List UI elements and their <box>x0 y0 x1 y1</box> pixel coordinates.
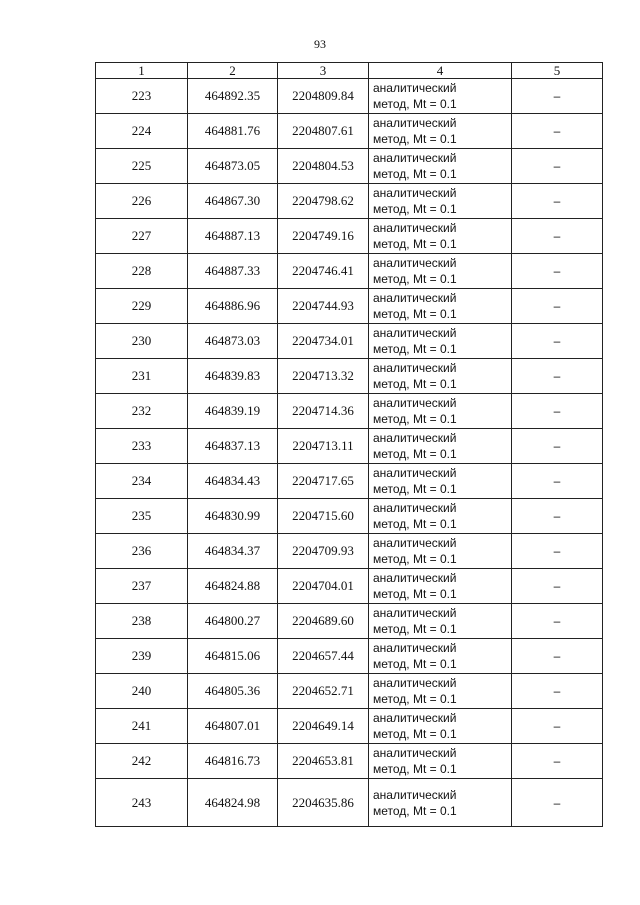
method-cell <box>369 254 512 289</box>
y-coordinate-cell: 2204709.93 <box>278 534 369 569</box>
method-line-1: аналитический <box>373 361 457 375</box>
header-col-1: 1 <box>96 63 188 79</box>
header-row <box>96 63 603 79</box>
point-number-cell: 225 <box>96 149 188 184</box>
table-row <box>96 184 603 219</box>
method-line-2: метод, Mt = 0.1 <box>373 727 457 741</box>
table-row <box>96 114 603 149</box>
table-row <box>96 359 603 394</box>
method-cell <box>369 324 512 359</box>
table-row <box>96 604 603 639</box>
method-line-1: аналитический <box>373 536 457 550</box>
method-cell <box>369 499 512 534</box>
method-line-2: метод, Mt = 0.1 <box>373 517 457 531</box>
table-header <box>96 63 603 79</box>
method-line-1: аналитический <box>373 501 457 515</box>
x-coordinate-cell: 464873.03 <box>188 324 278 359</box>
point-number-cell: 232 <box>96 394 188 429</box>
header-col-2: 2 <box>188 63 278 79</box>
method-line-2: метод, Mt = 0.1 <box>373 803 457 818</box>
table-row <box>96 639 603 674</box>
point-number-cell: 230 <box>96 324 188 359</box>
method-line-1: аналитический <box>373 151 457 165</box>
method-line-2: метод, Mt = 0.1 <box>373 377 457 391</box>
x-coordinate-cell: 464816.73 <box>188 744 278 779</box>
method-line-1: аналитический <box>373 81 457 95</box>
method-cell <box>369 359 512 394</box>
x-coordinate-cell: 464824.88 <box>188 569 278 604</box>
method-cell <box>369 604 512 639</box>
y-coordinate-cell: 2204657.44 <box>278 639 369 674</box>
method-cell <box>369 569 512 604</box>
y-coordinate-cell: 2204652.71 <box>278 674 369 709</box>
coordinates-table <box>95 62 603 827</box>
method-line-2: метод, Mt = 0.1 <box>373 447 457 461</box>
y-coordinate-cell: 2204649.14 <box>278 709 369 744</box>
y-coordinate-cell: 2204809.84 <box>278 79 369 114</box>
x-coordinate-cell: 464881.76 <box>188 114 278 149</box>
method-cell <box>369 709 512 744</box>
table-row <box>96 149 603 184</box>
method-line-1: аналитический <box>373 116 457 130</box>
note-cell: – <box>512 639 603 674</box>
x-coordinate-cell: 464800.27 <box>188 604 278 639</box>
table-row <box>96 744 603 779</box>
table-row <box>96 499 603 534</box>
method-cell <box>369 114 512 149</box>
method-cell <box>369 779 512 827</box>
note-cell: – <box>512 499 603 534</box>
note-cell: – <box>512 184 603 219</box>
method-line-2: метод, Mt = 0.1 <box>373 657 457 671</box>
point-number-cell: 229 <box>96 289 188 324</box>
note-cell: – <box>512 359 603 394</box>
point-number-cell: 231 <box>96 359 188 394</box>
method-line-1: аналитический <box>373 466 457 480</box>
y-coordinate-cell: 2204746.41 <box>278 254 369 289</box>
method-line-2: метод, Mt = 0.1 <box>373 692 457 706</box>
y-coordinate-cell: 2204804.53 <box>278 149 369 184</box>
method-cell <box>369 149 512 184</box>
note-cell: – <box>512 219 603 254</box>
table-row <box>96 394 603 429</box>
point-number-cell: 228 <box>96 254 188 289</box>
y-coordinate-cell: 2204704.01 <box>278 569 369 604</box>
y-coordinate-cell: 2204713.32 <box>278 359 369 394</box>
method-line-1: аналитический <box>373 186 457 200</box>
table-row <box>96 429 603 464</box>
method-line-1: аналитический <box>373 641 457 655</box>
table-row <box>96 674 603 709</box>
method-cell <box>369 184 512 219</box>
method-line-2: метод, Mt = 0.1 <box>373 412 457 426</box>
method-line-1: аналитический <box>373 606 457 620</box>
y-coordinate-cell: 2204714.36 <box>278 394 369 429</box>
point-number-cell: 235 <box>96 499 188 534</box>
y-coordinate-cell: 2204744.93 <box>278 289 369 324</box>
note-cell: – <box>512 149 603 184</box>
method-cell <box>369 464 512 499</box>
y-coordinate-cell: 2204689.60 <box>278 604 369 639</box>
page-number: 93 <box>314 37 326 51</box>
method-line-2: метод, Mt = 0.1 <box>373 97 457 111</box>
method-line-1: аналитический <box>373 787 457 802</box>
note-cell: – <box>512 569 603 604</box>
y-coordinate-cell: 2204749.16 <box>278 219 369 254</box>
method-line-2: метод, Mt = 0.1 <box>373 587 457 601</box>
table-row <box>96 534 603 569</box>
method-cell <box>369 429 512 464</box>
table-row <box>96 779 603 827</box>
x-coordinate-cell: 464807.01 <box>188 709 278 744</box>
note-cell: – <box>512 429 603 464</box>
method-line-1: аналитический <box>373 676 457 690</box>
y-coordinate-cell: 2204635.86 <box>278 779 369 827</box>
method-line-2: метод, Mt = 0.1 <box>373 202 457 216</box>
method-line-1: аналитический <box>373 221 457 235</box>
x-coordinate-cell: 464824.98 <box>188 779 278 827</box>
table-body <box>96 79 603 827</box>
x-coordinate-cell: 464839.19 <box>188 394 278 429</box>
x-coordinate-cell: 464837.13 <box>188 429 278 464</box>
method-line-2: метод, Mt = 0.1 <box>373 272 457 286</box>
method-cell <box>369 219 512 254</box>
point-number-cell: 242 <box>96 744 188 779</box>
note-cell: – <box>512 744 603 779</box>
x-coordinate-cell: 464815.06 <box>188 639 278 674</box>
y-coordinate-cell: 2204734.01 <box>278 324 369 359</box>
point-number-cell: 227 <box>96 219 188 254</box>
point-number-cell: 238 <box>96 604 188 639</box>
point-number-cell: 237 <box>96 569 188 604</box>
method-line-1: аналитический <box>373 431 457 445</box>
x-coordinate-cell: 464834.43 <box>188 464 278 499</box>
table-row <box>96 289 603 324</box>
y-coordinate-cell: 2204798.62 <box>278 184 369 219</box>
method-line-2: метод, Mt = 0.1 <box>373 132 457 146</box>
point-number-cell: 243 <box>96 779 188 827</box>
method-line-1: аналитический <box>373 571 457 585</box>
x-coordinate-cell: 464830.99 <box>188 499 278 534</box>
method-line-2: метод, Mt = 0.1 <box>373 762 457 776</box>
point-number-cell: 224 <box>96 114 188 149</box>
y-coordinate-cell: 2204715.60 <box>278 499 369 534</box>
method-line-2: метод, Mt = 0.1 <box>373 482 457 496</box>
x-coordinate-cell: 464867.30 <box>188 184 278 219</box>
x-coordinate-cell: 464892.35 <box>188 79 278 114</box>
point-number-cell: 223 <box>96 79 188 114</box>
method-cell <box>369 534 512 569</box>
y-coordinate-cell: 2204653.81 <box>278 744 369 779</box>
point-number-cell: 239 <box>96 639 188 674</box>
method-line-2: метод, Mt = 0.1 <box>373 307 457 321</box>
header-col-5: 5 <box>512 63 603 79</box>
method-cell <box>369 639 512 674</box>
x-coordinate-cell: 464886.96 <box>188 289 278 324</box>
method-cell <box>369 674 512 709</box>
note-cell: – <box>512 114 603 149</box>
table-row <box>96 464 603 499</box>
point-number-cell: 236 <box>96 534 188 569</box>
y-coordinate-cell: 2204807.61 <box>278 114 369 149</box>
x-coordinate-cell: 464805.36 <box>188 674 278 709</box>
method-cell <box>369 744 512 779</box>
x-coordinate-cell: 464839.83 <box>188 359 278 394</box>
method-line-1: аналитический <box>373 746 457 760</box>
method-line-2: метод, Mt = 0.1 <box>373 622 457 636</box>
note-cell: – <box>512 779 603 827</box>
point-number-cell: 234 <box>96 464 188 499</box>
table-row <box>96 324 603 359</box>
x-coordinate-cell: 464834.37 <box>188 534 278 569</box>
note-cell: – <box>512 394 603 429</box>
method-cell <box>369 394 512 429</box>
method-line-2: метод, Mt = 0.1 <box>373 552 457 566</box>
note-cell: – <box>512 324 603 359</box>
y-coordinate-cell: 2204713.11 <box>278 429 369 464</box>
method-line-1: аналитический <box>373 256 457 270</box>
note-cell: – <box>512 604 603 639</box>
header-col-3: 3 <box>278 63 369 79</box>
method-cell <box>369 289 512 324</box>
method-line-2: метод, Mt = 0.1 <box>373 167 457 181</box>
point-number-cell: 233 <box>96 429 188 464</box>
point-number-cell: 226 <box>96 184 188 219</box>
table-row <box>96 569 603 604</box>
table-row <box>96 254 603 289</box>
header-col-4: 4 <box>369 63 512 79</box>
note-cell: – <box>512 289 603 324</box>
note-cell: – <box>512 254 603 289</box>
table-row <box>96 79 603 114</box>
table-row <box>96 709 603 744</box>
note-cell: – <box>512 674 603 709</box>
method-line-2: метод, Mt = 0.1 <box>373 237 457 251</box>
method-line-1: аналитический <box>373 326 457 340</box>
x-coordinate-cell: 464887.13 <box>188 219 278 254</box>
point-number-cell: 241 <box>96 709 188 744</box>
method-line-2: метод, Mt = 0.1 <box>373 342 457 356</box>
method-line-1: аналитический <box>373 291 457 305</box>
note-cell: – <box>512 709 603 744</box>
note-cell: – <box>512 464 603 499</box>
y-coordinate-cell: 2204717.65 <box>278 464 369 499</box>
note-cell: – <box>512 534 603 569</box>
point-number-cell: 240 <box>96 674 188 709</box>
x-coordinate-cell: 464873.05 <box>188 149 278 184</box>
table-row <box>96 219 603 254</box>
method-line-1: аналитический <box>373 711 457 725</box>
x-coordinate-cell: 464887.33 <box>188 254 278 289</box>
note-cell: – <box>512 79 603 114</box>
method-line-1: аналитический <box>373 396 457 410</box>
method-cell <box>369 79 512 114</box>
